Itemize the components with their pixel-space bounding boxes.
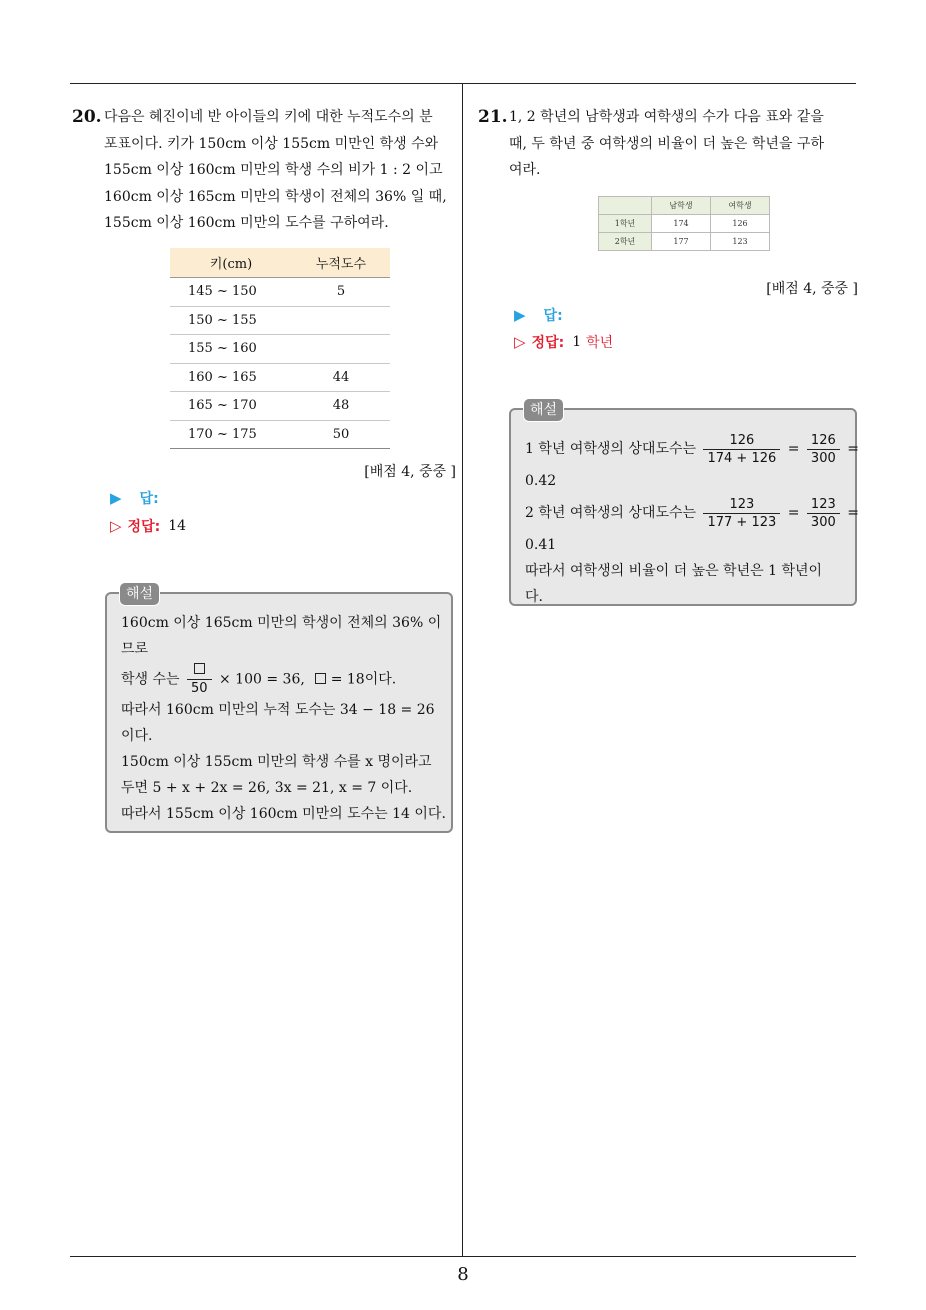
bottom-rule bbox=[70, 1256, 856, 1257]
explanation-box-q20 bbox=[105, 586, 453, 833]
table-cell bbox=[292, 306, 390, 335]
column-divider bbox=[462, 83, 463, 1257]
play-triangle-icon: ▶ bbox=[514, 306, 526, 324]
table-header-row bbox=[170, 248, 390, 278]
explanation-text: = 18이다. bbox=[330, 671, 397, 688]
table-cell: 174 bbox=[652, 215, 711, 233]
table-row bbox=[599, 233, 770, 251]
explanation-text: 1 학년 여학생의 상대도수는 bbox=[525, 441, 697, 457]
score-label-q21: [배점 4, 중중 ] bbox=[766, 281, 858, 297]
page-number: 8 bbox=[457, 1264, 469, 1285]
question-line: 여라. bbox=[509, 162, 541, 178]
table-header-corner bbox=[599, 197, 652, 215]
fraction-numerator: 123 bbox=[703, 496, 780, 514]
equals-sign: = bbox=[787, 441, 800, 457]
table-cell: 123 bbox=[711, 233, 770, 251]
explanation-box-q21 bbox=[509, 402, 859, 606]
table-header-height: 키(cm) bbox=[170, 248, 292, 278]
correct-value-number: 1 bbox=[572, 334, 582, 350]
top-rule bbox=[70, 83, 856, 84]
table-cell: 2학년 bbox=[599, 233, 652, 251]
question-line: 160cm 이상 165cm 미만의 학생이 전체의 36% 일 때, bbox=[104, 188, 447, 205]
table-header-male: 남학생 bbox=[652, 197, 711, 215]
explanation-line: 160cm 이상 165cm 미만의 학생이 전체의 36% 이 bbox=[121, 615, 442, 631]
explanation-line: 따라서 여학생의 비율이 더 높은 학년은 1 학년이 bbox=[525, 563, 823, 579]
table-cell: 5 bbox=[292, 278, 390, 307]
fraction-denominator: 174 + 126 bbox=[707, 450, 777, 466]
table-cell: 126 bbox=[711, 215, 770, 233]
explanation-line: 므로 bbox=[121, 641, 149, 657]
table-cell: 44 bbox=[292, 363, 390, 392]
equals-sign: = bbox=[847, 505, 859, 521]
question-21-text bbox=[509, 104, 859, 184]
fraction-numerator: 126 bbox=[807, 432, 840, 450]
correct-value: 14 bbox=[168, 518, 187, 534]
explanation-tag: 해설 bbox=[523, 398, 564, 422]
explanation-line: 0.41 bbox=[525, 537, 557, 553]
table-header-cumulative: 누적도수 bbox=[292, 248, 390, 278]
explanation-line-fraction bbox=[121, 662, 439, 697]
explanation-text: × 100 = 36, bbox=[219, 671, 305, 688]
question-line: 다음은 혜진이네 반 아이들의 키에 대한 누적도수의 분 bbox=[104, 109, 433, 125]
explanation-line: 두면 5 + x + 2x = 26, 3x = 21, x = 7 이다. bbox=[121, 780, 413, 796]
explanation-line: 따라서 160cm 미만의 누적 도수는 34 − 18 = 26 bbox=[121, 702, 435, 718]
correct-label: 정답: bbox=[531, 335, 565, 351]
table-cell: 165 ~ 170 bbox=[170, 392, 292, 421]
question-21-number: 21. bbox=[478, 107, 508, 127]
correct-answer-line-q20 bbox=[110, 516, 186, 536]
fraction-denominator: 300 bbox=[810, 514, 836, 530]
question-line: 포표이다. 키가 150cm 이상 155cm 미만인 학생 수와 bbox=[104, 135, 439, 152]
explanation-text: 학생 수는 bbox=[121, 671, 180, 688]
question-line: 155cm 이상 160cm 미만의 학생 수의 비가 1 : 2 이고 bbox=[104, 162, 443, 178]
fraction bbox=[807, 496, 840, 531]
table-cell: 177 bbox=[652, 233, 711, 251]
table-cell: 50 bbox=[292, 420, 390, 449]
correct-answer-line-q21 bbox=[514, 332, 613, 352]
question-line: 때, 두 학년 중 여학생의 비율이 더 높은 학년을 구하 bbox=[509, 135, 824, 152]
fraction bbox=[187, 662, 212, 697]
fraction-denominator: 50 bbox=[191, 681, 208, 696]
table-cell bbox=[292, 335, 390, 364]
explanation-line: 0.42 bbox=[525, 473, 557, 489]
table-cell: 1학년 bbox=[599, 215, 652, 233]
explanation-line-fraction bbox=[525, 430, 859, 468]
table-cell: 150 ~ 155 bbox=[170, 306, 292, 335]
gender-table bbox=[598, 196, 770, 251]
table-cell: 170 ~ 175 bbox=[170, 420, 292, 449]
question-20-text bbox=[104, 104, 456, 237]
table-row bbox=[170, 306, 390, 335]
question-line: 155cm 이상 160cm 미만의 도수를 구하여라. bbox=[104, 215, 389, 231]
equals-sign: = bbox=[787, 505, 800, 521]
correct-value-unit: 학년 bbox=[586, 335, 614, 351]
explanation-tag: 해설 bbox=[119, 582, 160, 606]
table-row bbox=[170, 392, 390, 421]
table-cell: 48 bbox=[292, 392, 390, 421]
fraction-denominator: 177 + 123 bbox=[707, 514, 777, 530]
explanation-text: 2 학년 여학생의 상대도수는 bbox=[525, 505, 697, 521]
table-header-row bbox=[599, 197, 770, 215]
blank-square-icon bbox=[315, 673, 326, 684]
table-row bbox=[170, 335, 390, 364]
score-label-q20: [배점 4, 중중 ] bbox=[364, 464, 456, 480]
explanation-line-fraction bbox=[525, 494, 859, 532]
blank-square-icon bbox=[194, 663, 205, 674]
frequency-table bbox=[170, 248, 390, 449]
fraction-numerator: 123 bbox=[807, 496, 840, 514]
explanation-line: 따라서 155cm 이상 160cm 미만의 도수는 14 이다. bbox=[121, 806, 446, 822]
fraction-denominator: 300 bbox=[810, 450, 836, 466]
outline-triangle-icon: ▷ bbox=[514, 333, 526, 351]
answer-line-q21 bbox=[514, 305, 563, 325]
table-cell: 145 ~ 150 bbox=[170, 278, 292, 307]
table-row bbox=[170, 420, 390, 449]
answer-label: 답: bbox=[543, 308, 563, 324]
fraction bbox=[703, 432, 780, 467]
table-cell: 160 ~ 165 bbox=[170, 363, 292, 392]
table-row bbox=[599, 215, 770, 233]
equals-sign: = bbox=[847, 441, 859, 457]
fraction-numerator: 126 bbox=[703, 432, 780, 450]
fraction bbox=[807, 432, 840, 467]
answer-line-q20 bbox=[110, 488, 159, 508]
table-cell: 155 ~ 160 bbox=[170, 335, 292, 364]
table-header-female: 여학생 bbox=[711, 197, 770, 215]
play-triangle-icon: ▶ bbox=[110, 489, 122, 507]
question-20-number: 20. bbox=[72, 107, 102, 127]
question-line: 1, 2 학년의 남학생과 여학생의 수가 다음 표와 같을 bbox=[509, 109, 824, 125]
answer-label: 답: bbox=[139, 491, 159, 507]
fraction bbox=[703, 496, 780, 531]
table-row bbox=[170, 278, 390, 307]
explanation-line: 이다. bbox=[121, 728, 153, 744]
correct-label: 정답: bbox=[127, 519, 161, 535]
explanation-line: 다. bbox=[525, 589, 543, 605]
explanation-line: 150cm 이상 155cm 미만의 학생 수를 x 명이라고 bbox=[121, 754, 432, 770]
outline-triangle-icon: ▷ bbox=[110, 517, 122, 535]
table-row bbox=[170, 363, 390, 392]
